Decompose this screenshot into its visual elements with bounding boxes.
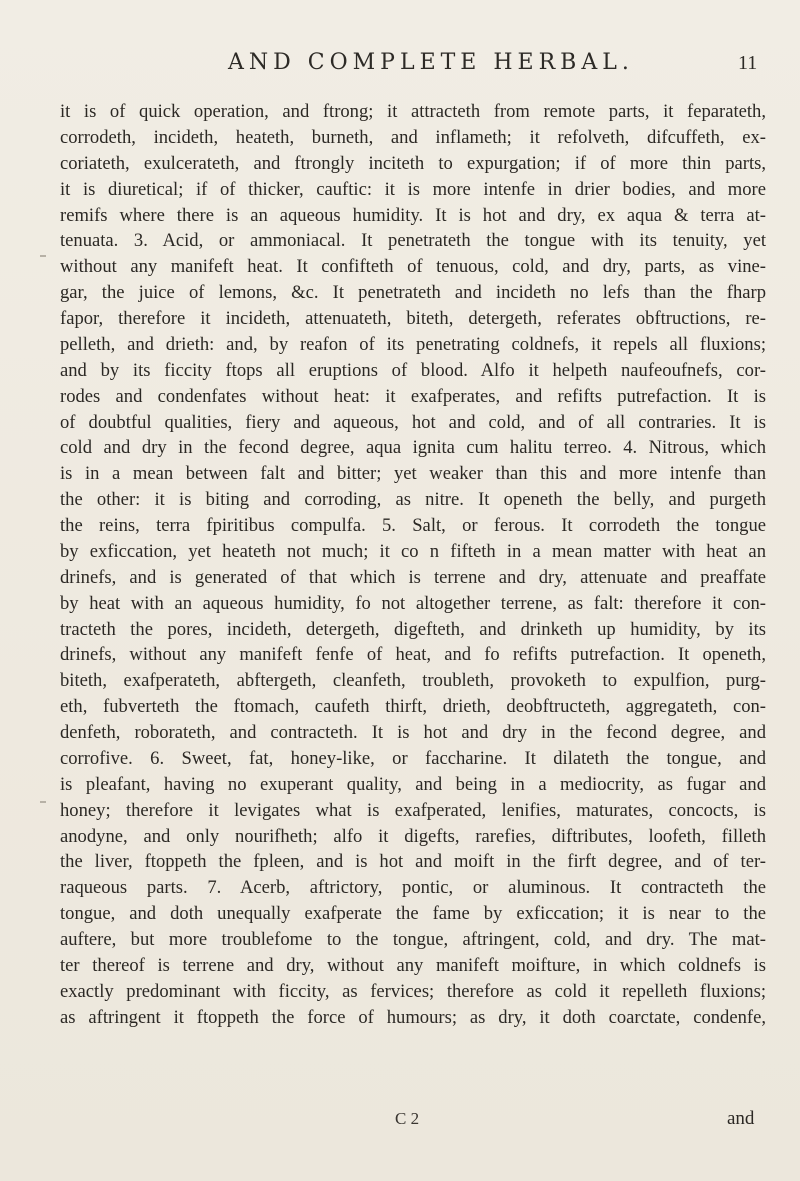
text-line: cold and dry in the fecond degree, aqua ignita cum halitu terreo. 4. Nitrous, which <box>60 437 766 459</box>
text-line: is in a mean between falt and bitter; yet weaker than this and more intenfe than <box>60 463 766 485</box>
text-line: it is diuretical; if of thicker, cauftic: it is more intenfe in drier bodies, and more <box>60 178 766 200</box>
text-line: is pleafant, having no exuperant quality, and being in a mediocrity, as fugar and <box>60 773 766 795</box>
margin-mark <box>40 255 46 257</box>
text-line: pelleth, and drieth: and, by reafon of its penetrating coldnefs, it repels all fluxions; <box>60 333 766 355</box>
text-line: as aftringent it ftoppeth the force of humours; as dry, it doth coarctate, condenfe, <box>60 1006 766 1028</box>
text-line: drinefs, and is generated of that which is terrene and dry, attenuate and preaffate <box>60 566 766 588</box>
text-line: the reins, terra fpiritibus compulfa. 5. Salt, or ferous. It corrodeth the tongue <box>60 515 766 536</box>
text-line: the other: it is biting and corroding, as nitre. It openeth the belly, and purgeth <box>60 489 766 511</box>
running-head-title: AND COMPLETE HERBAL. <box>228 50 634 75</box>
text-line: anodyne, and only nourifheth; alfo it digefts, rarefies, diftributes, loofeth, filleth <box>60 825 766 847</box>
text-line: honey; therefore it levigates what is exafperated, lenifies, maturates, concocts, is <box>60 799 766 821</box>
text-line: rodes and condenfates without heat: it exafperates, and refifts putrefaction. It is <box>60 385 766 407</box>
text-line: remifs where there is an aqueous humidity. It is hot and dry, ex aqua & terra at- <box>60 204 766 226</box>
text-line: corrodeth, incideth, heateth, burneth, and inflameth; it refolveth, difcuffeth, ex- <box>60 126 766 148</box>
running-head <box>0 50 800 90</box>
text-line: eth, fubverteth the ftomach, caufeth thirft, drieth, deobftructeth, aggregateth, con- <box>60 696 766 718</box>
text-line: and by its ficcity ftops all eruptions of blood. Alfo it helpeth naufeoufnefs, cor- <box>60 359 766 381</box>
catchword: and <box>727 1108 755 1129</box>
text-line: the liver, ftoppeth the fpleen, and is hot and moift in the firft degree, and of ter- <box>60 851 766 873</box>
text-line: auftere, but more troublefome to the tongue, aftringent, cold, and dry. The mat- <box>60 929 766 950</box>
text-line: ter thereof is terrene and dry, without any manifeft moifture, in which coldnefs is <box>60 954 766 976</box>
body-text <box>60 99 766 1031</box>
signature-mark: C 2 <box>395 1109 420 1128</box>
text-line: coriateth, exulcerateth, and ftrongly inciteth to expurgation; if of more thin parts, <box>60 152 766 174</box>
text-line: corrofive. 6. Sweet, fat, honey-like, or faccharine. It dilateth the tongue, and <box>60 747 766 769</box>
text-line: of doubtful qualities, fiery and aqueous, hot and cold, and of all contraries. It is <box>60 411 766 433</box>
text-line: gar, the juice of lemons, &c. It penetrateth and incideth no lefs than the fharp <box>60 282 766 304</box>
text-line: biteth, exafperateth, abftergeth, cleanfeth, troubleth, provoketh to expulfion, purg- <box>60 670 766 692</box>
text-line: tongue, and doth unequally exafperate the fame by exficcation; it is near to the <box>60 903 766 925</box>
text-line: without any manifeft heat. It confifteth of tenuous, cold, and dry, parts, as vine- <box>60 256 766 278</box>
text-line: it is of quick operation, and ftrong; it attracteth from remote parts, it feparateth, <box>60 101 766 122</box>
text-line: denfeth, roborateth, and contracteth. It is hot and dry in the fecond degree, and <box>60 722 766 743</box>
text-line: tracteth the pores, incideth, detergeth, digefteth, and drinketh up humidity, by its <box>60 618 766 640</box>
text-line: drinefs, without any manifeft fenfe of heat, and fo refifts putrefaction. It openeth, <box>60 644 766 666</box>
text-line: exactly predominant with ficcity, as fervices; therefore as cold it repelleth fluxions; <box>60 980 766 1002</box>
text-line: raqueous parts. 7. Acerb, aftrictory, pontic, or aluminous. It contracteth the <box>60 877 766 899</box>
text-line: tenuata. 3. Acid, or ammoniacal. It penetrateth the tongue with its tenuity, yet <box>60 230 766 252</box>
text-line: by heat with an aqueous humidity, fo not altogether terrene, as falt: therefore it con- <box>60 592 766 614</box>
page-number: 11 <box>738 52 758 74</box>
margin-mark <box>40 801 46 803</box>
text-line: fapor, therefore it incideth, attenuateth, biteth, detergeth, referates obftructions, re- <box>60 308 766 329</box>
text-line: by exficcation, yet heateth not much; it co n fifteth in a mean matter with heat an <box>60 540 766 562</box>
